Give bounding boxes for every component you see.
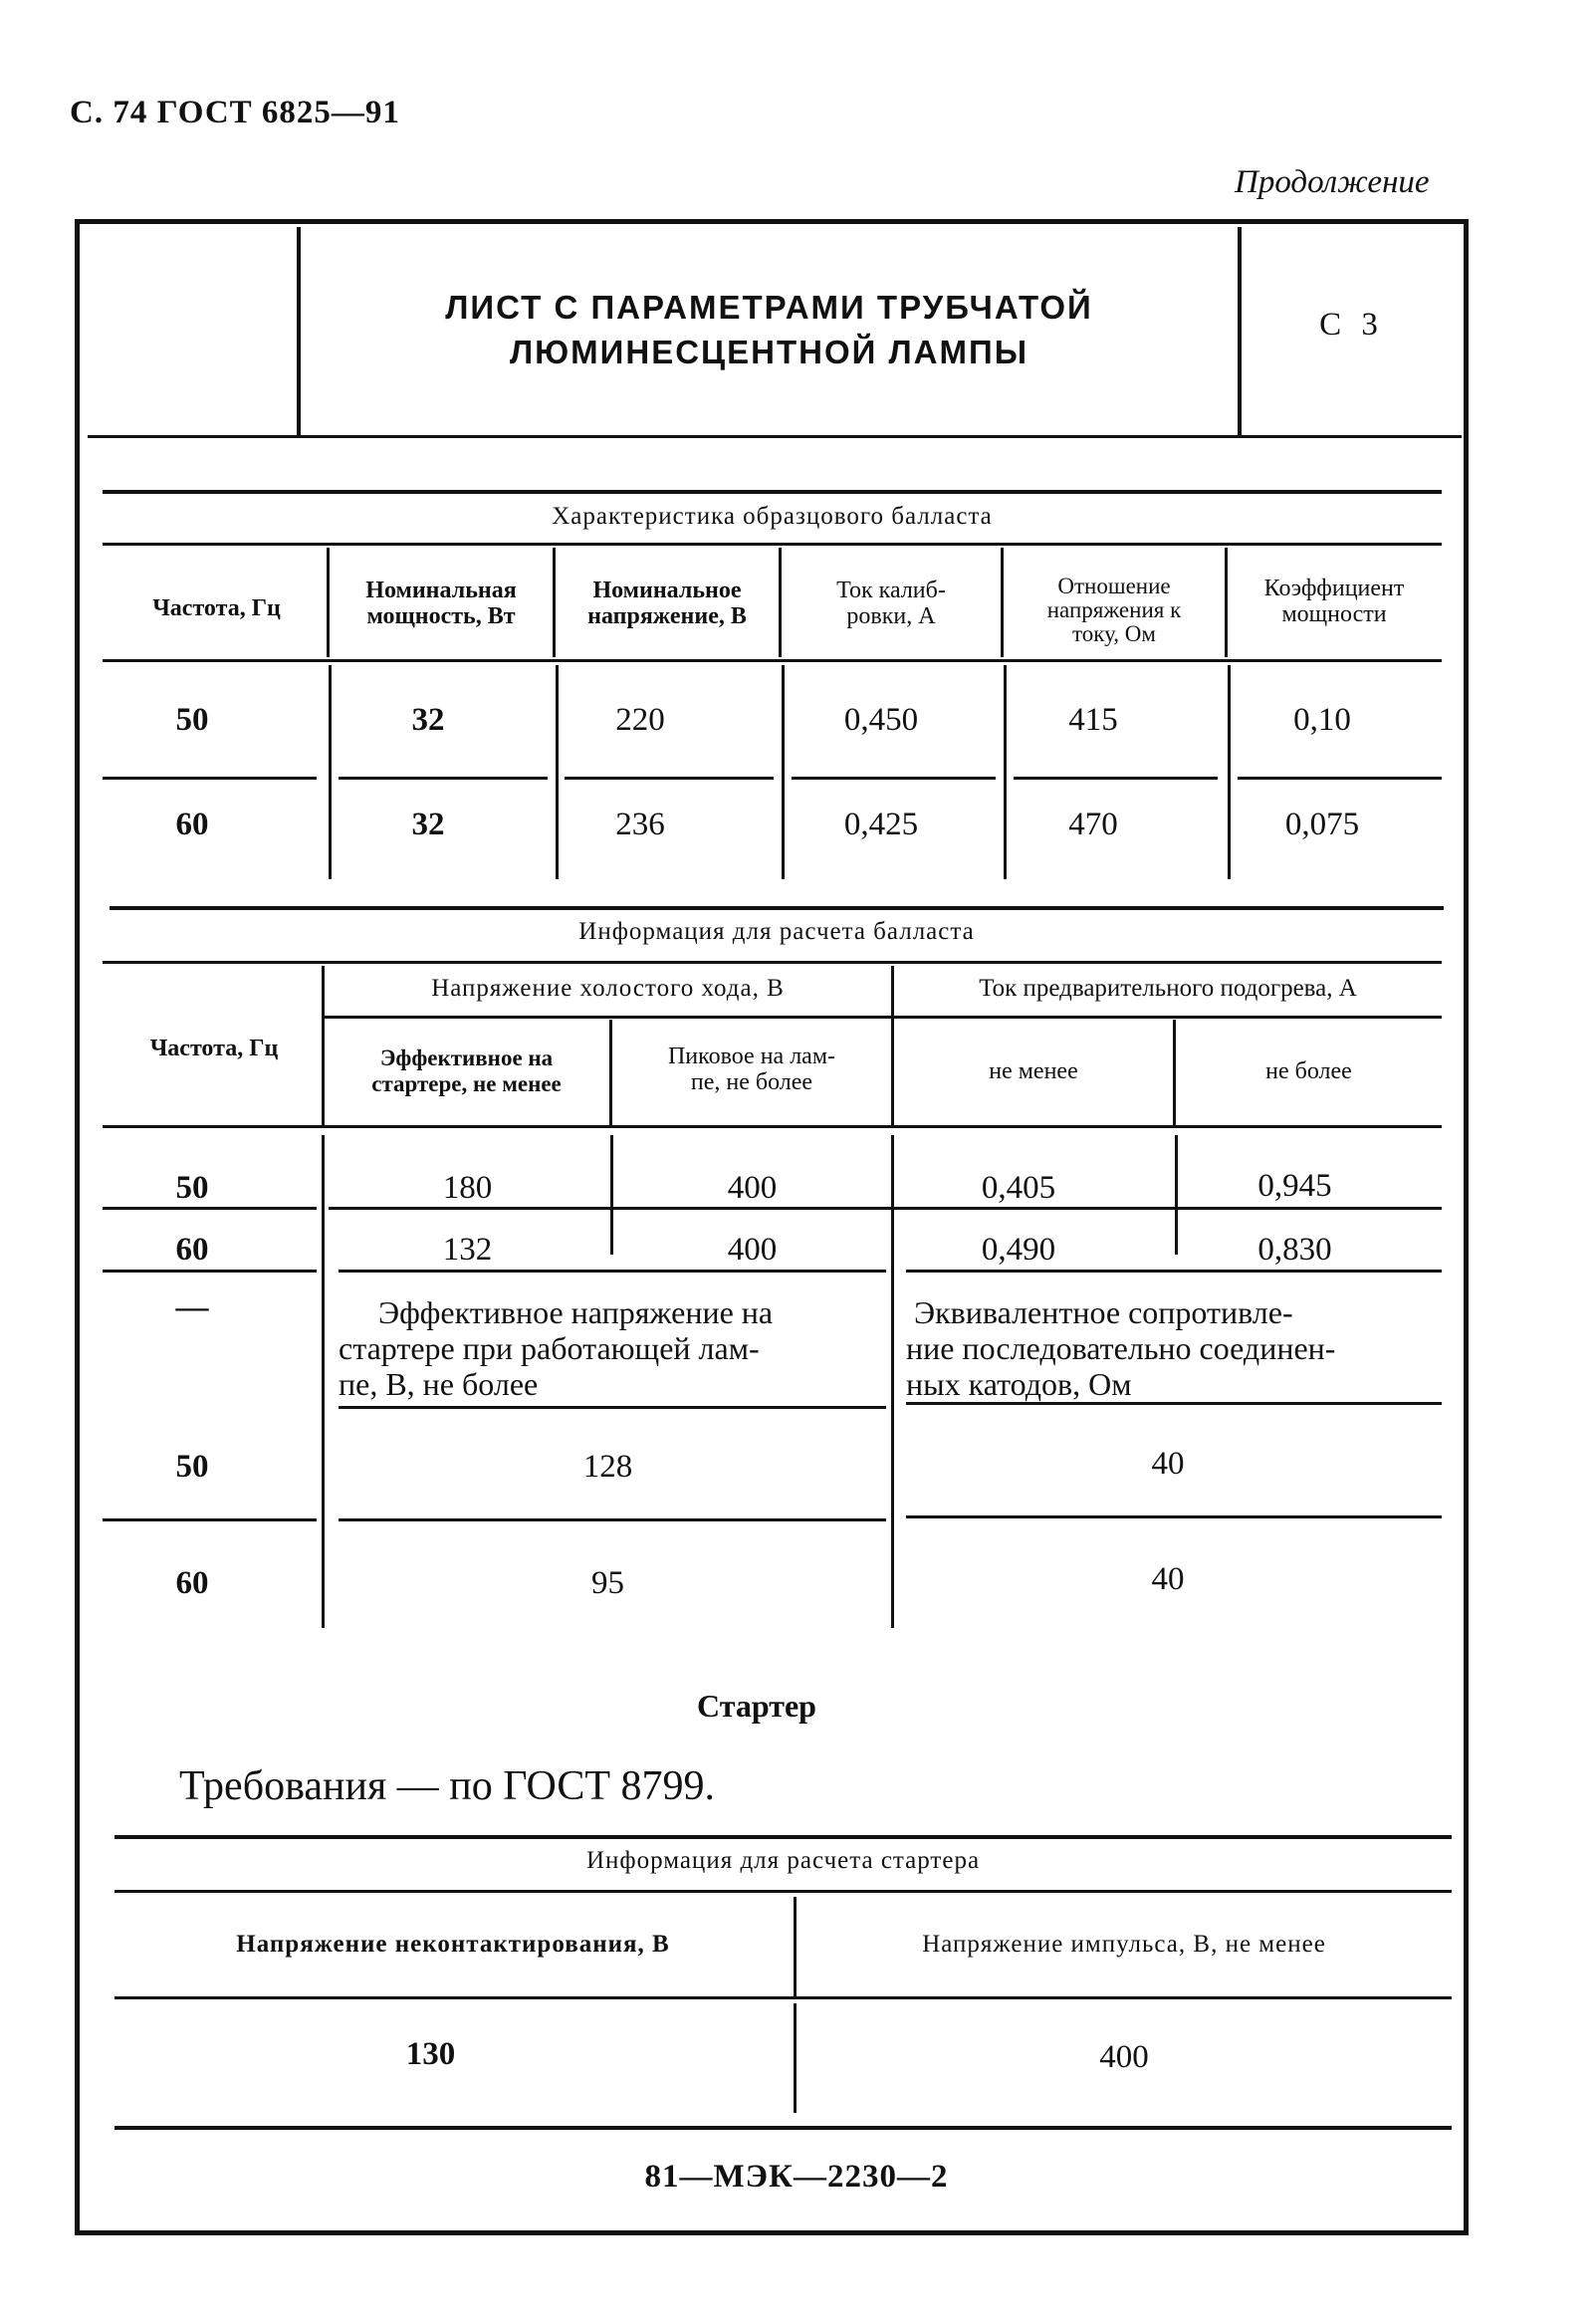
starter-caption: Информация для расчета стартера bbox=[585, 1847, 981, 1874]
page-header: С. 74 ГОСТ 6825—91 bbox=[70, 95, 400, 130]
cathode-resistance-header-l3: ных катодов, Ом bbox=[906, 1366, 1132, 1402]
cell-cathode-resistance: 40 bbox=[1151, 1446, 1185, 1482]
preheat-max-header: не более bbox=[1265, 1058, 1352, 1084]
col-pulse-voltage-header: Напряжение импульса, В, не менее bbox=[922, 1931, 1326, 1958]
preheat-min-header: не менее bbox=[989, 1058, 1078, 1084]
cell-ocv-peak: 400 bbox=[727, 1232, 778, 1268]
cell-starter-voltage: 95 bbox=[591, 1565, 624, 1601]
starter-voltage-header-l2: стартере при работающей лам- bbox=[339, 1330, 760, 1366]
cathode-resistance-header-l2: ние последовательно соединен- bbox=[906, 1330, 1336, 1366]
cell-pulse-voltage: 400 bbox=[1099, 2039, 1149, 2075]
col-voltage-header-l2: напряжение, В bbox=[587, 603, 747, 629]
cell-ratio: 415 bbox=[1068, 702, 1118, 738]
cell-preheat-max: 0,830 bbox=[1257, 1232, 1332, 1268]
starter-voltage-header-l3: пе, В, не более bbox=[339, 1366, 539, 1402]
cell-frequency: 50 bbox=[175, 1170, 209, 1206]
col-calib-current-header-l2: ровки, А bbox=[846, 603, 936, 629]
cell-frequency: 60 bbox=[175, 1565, 209, 1601]
cell-voltage: 236 bbox=[615, 807, 665, 842]
cell-calib-current: 0,425 bbox=[843, 807, 919, 842]
preheat-header: Ток предварительного подогрева, А bbox=[979, 975, 1357, 1002]
cell-starter-voltage: 128 bbox=[582, 1449, 633, 1485]
cell-frequency: 60 bbox=[175, 807, 209, 842]
cell-power: 32 bbox=[411, 807, 445, 842]
cell-nonactuation-voltage: 130 bbox=[405, 2036, 456, 2072]
sheet-title-line2: ЛЮМИНЕСЦЕНТНОЙ ЛАМПЫ bbox=[509, 334, 1029, 370]
col-pf-header-l1: Коэффициент bbox=[1263, 576, 1405, 601]
col-ratio-header-l1: Отношение bbox=[1057, 574, 1171, 598]
cell-ratio: 470 bbox=[1068, 807, 1118, 842]
cell-calib-current: 0,450 bbox=[843, 702, 919, 738]
starter-voltage-header-l1: Эффективное напряжение на bbox=[378, 1294, 774, 1330]
continuation-label: Продолжение bbox=[1235, 164, 1430, 200]
cell-frequency: 50 bbox=[175, 1449, 209, 1485]
cell-ocv-effective: 132 bbox=[442, 1232, 493, 1268]
starter-heading: Стартер bbox=[697, 1688, 816, 1724]
ocv-header: Напряжение холостого хода, В bbox=[431, 975, 785, 1002]
cell-ocv-effective: 180 bbox=[442, 1170, 493, 1206]
starter-requirement: Требования — по ГОСТ 8799. bbox=[179, 1763, 715, 1809]
document-footer-code: 81—МЭК—2230—2 bbox=[644, 2159, 949, 2195]
cell-power-factor: 0,10 bbox=[1293, 702, 1351, 738]
sheet-title-line1: ЛИСТ С ПАРАМЕТРАМИ ТРУБЧАТОЙ bbox=[445, 289, 1093, 326]
cell-preheat-min: 0,490 bbox=[981, 1232, 1056, 1268]
col-nonactuation-voltage-header: Напряжение неконтактирования, В bbox=[236, 1931, 670, 1958]
cell-voltage: 220 bbox=[615, 702, 665, 738]
col-pf-header-l2: мощности bbox=[1281, 601, 1387, 627]
cell-preheat-min: 0,405 bbox=[981, 1170, 1056, 1206]
ocv-peak-header-l1: Пиковое на лам- bbox=[667, 1044, 836, 1069]
ballast-calc-caption: Информация для расчета балласта bbox=[578, 918, 975, 945]
cell-cathode-resistance: 40 bbox=[1151, 1561, 1185, 1597]
ocv-effective-header-l1: Эффективное на bbox=[379, 1045, 554, 1070]
ballast-ref-caption: Характеристика образцового балласта bbox=[552, 503, 993, 530]
col-power-header-l1: Номинальная bbox=[365, 578, 517, 603]
col-frequency-header: Частота, Гц bbox=[152, 595, 281, 621]
sheet-code: С 3 bbox=[1319, 307, 1384, 343]
cell-power: 32 bbox=[411, 702, 445, 738]
cell-power-factor: 0,075 bbox=[1284, 807, 1360, 842]
col-voltage-header-l1: Номинальное bbox=[592, 578, 742, 603]
ocv-peak-header-l2: пе, не более bbox=[690, 1069, 813, 1095]
cell-frequency: 60 bbox=[175, 1232, 209, 1268]
ocv-effective-header-l2: стартере, не менее bbox=[371, 1071, 562, 1096]
freq-header: Частота, Гц bbox=[149, 1036, 279, 1061]
dash-cell: — bbox=[175, 1289, 209, 1325]
cell-preheat-max: 0,945 bbox=[1257, 1168, 1332, 1204]
cathode-resistance-header-l1: Эквивалентное сопротивле- bbox=[914, 1294, 1293, 1330]
col-calib-current-header-l1: Ток калиб- bbox=[836, 578, 946, 603]
cell-ocv-peak: 400 bbox=[727, 1170, 778, 1206]
col-ratio-header-l3: току, Ом bbox=[1072, 621, 1156, 646]
col-power-header-l2: мощность, Вт bbox=[366, 603, 516, 629]
cell-frequency: 50 bbox=[175, 702, 209, 738]
col-ratio-header-l2: напряжения к bbox=[1046, 597, 1182, 622]
